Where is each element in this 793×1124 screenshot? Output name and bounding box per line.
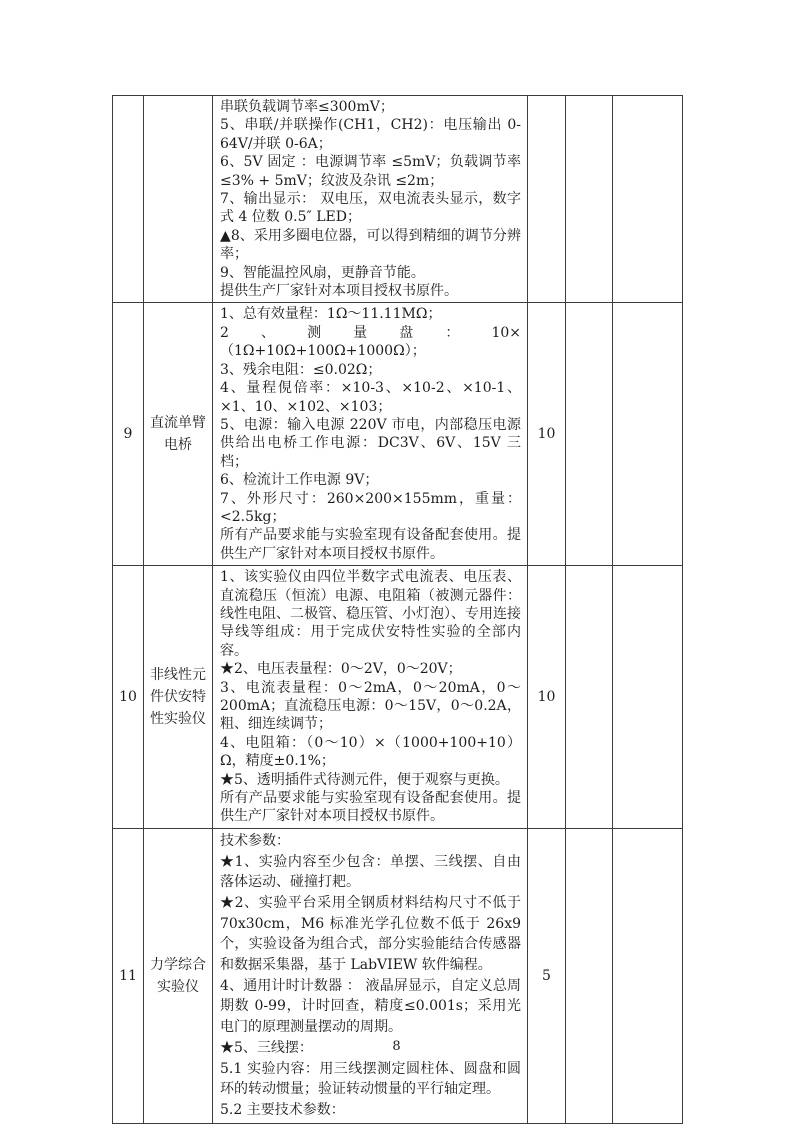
item-name-cell [144,96,213,303]
quantity-cell: 10 [528,303,566,566]
spec-line: 5.1 实验内容：用三线摆测定圆柱体、圆盘和圆环的转动惯量；验证转动惯量的平行轴定理。 [220,1060,521,1098]
spec-line: 7、外形尺寸：260×200×155mm，重量：<2.5kg； [220,490,521,525]
spec-line: 所有产品要求能与实验室现有设备配套使用。提供生产厂家针对本项目授权书原件。 [220,790,521,825]
spec-line: ★2、电压表量程：0～2V，0～20V； [220,661,462,678]
spec-line: ★1、实验内容至少包含：单摆、三线摆、自由落体运动、碰撞打耙。 [220,853,521,891]
item-number-cell: 10 [113,566,144,829]
empty-cell [566,828,613,1123]
empty-cell [613,566,683,829]
spec-line: 7、输出显示： 双电压，双电流表头显示，数字式 4 位数 0.5″ LED； [220,191,521,226]
specs-table [112,95,683,1124]
empty-cell [566,96,613,303]
spec-line: 4、量程俔倍率：×10-3、×10-2、×10-1、×1、10、×102、×103； [220,380,521,415]
spec-line: 串联负载调节率≤300mV； [220,99,394,115]
page-number: 8 [392,1039,401,1054]
item-number-cell: 11 [113,828,144,1123]
empty-cell [566,566,613,829]
spec-line: ★5、三线摆： [220,1039,313,1056]
spec-line: 6、检流计工作电源 9V； [220,472,379,489]
table-row [113,96,683,303]
item-name-cell: 力学综合实验仪 [144,828,213,1123]
item-number-cell: 9 [113,303,144,566]
spec-line: 所有产品要求能与实验室现有设备配套使用。提供生产厂家针对本项目授权书原件。 [220,527,521,562]
spec-line: 5、电源：输入电源 220V 市电，内部稳压电源供给出电桥工作电源：DC3V、6V、15V 三档； [220,416,521,470]
spec-line: 5.2 主要技术参数： [220,1101,345,1118]
spec-line: ▲8、采用多圈电位器，可以得到精细的调节分辨率； [220,227,521,263]
empty-cell [613,303,683,566]
item-specs-cell [213,566,528,829]
spec-line: ★5、透明插件式待测元件，便于观察与更换。 [220,771,509,788]
spec-line: 5、串联/并联操作(CH1，CH2)：电压输出 0-64V/并联 0-6A； [220,117,521,152]
quantity-cell [528,96,566,303]
table-row [113,566,683,829]
spec-line: 6、5V 固定 ：电源调节率 ≤5mV；负载调节率 ≤3% + 5mV；纹波及杂讯 ≤2m； [220,154,521,189]
item-specs-cell [213,303,528,566]
spec-line: 提供生产厂家针对本项目授权书原件。 [220,283,458,300]
spec-line: 2、测量盘：10×（1Ω+10Ω+100Ω+1000Ω）； [220,324,521,360]
table-row [113,303,683,566]
spec-line: 4、通用计时计数器 ： 液晶屏显示，自定义总周期数 0-99，计时回查，精度≤0.001s；采用光电门的原理测量摆动的周期。 [220,977,521,1036]
spec-line: 1、该实验仪由四位半数字式电流表、电压表、直流稳压（恒流）电源、电阻箱（被测元器件：线性电阻、二极管、稳压管、小灯泡）、专用连接导线等组成：用于完成伏安特性实验的全部内容。 [220,569,521,659]
table-row [113,828,683,1123]
empty-cell [613,96,683,303]
spec-line: 1、总有效量程：1Ω～11.11MΩ； [220,306,442,323]
spec-line: ★2、实验平台采用全钢质材料结构尺寸不低于 70x30cm，M6 标准光学孔位数不低于 26x9 个，实验设备为组合式，部分实验能结合传感器和数据采集器，基于 LabVIEW 软件编程。 [220,894,521,974]
empty-cell [566,303,613,566]
item-number-cell [113,96,144,303]
spec-line: 4、电阻箱：（0～10）×（1000+100+10）Ω，精度±0.1%； [220,734,521,770]
item-name-cell: 非线性元件伏安特性实验仪 [144,566,213,829]
quantity-cell: 10 [528,566,566,829]
item-name-cell: 直流单臂电桥 [144,303,213,566]
spec-line: 3、电流表量程：0～2mA，0～20mA，0～200mA；直流稳压电源：0～15V，0～0.2A，粗、细连续调节； [220,679,521,733]
empty-cell [613,828,683,1123]
spec-line: 3、残余电阻：≤0.02Ω； [220,361,382,378]
item-specs-cell [213,828,528,1123]
spec-line: 技术参数： [220,832,290,849]
spec-line: 9、智能温控风扇，更静音节能。 [220,264,425,281]
quantity-cell: 5 [528,828,566,1123]
item-specs-cell [213,96,528,303]
